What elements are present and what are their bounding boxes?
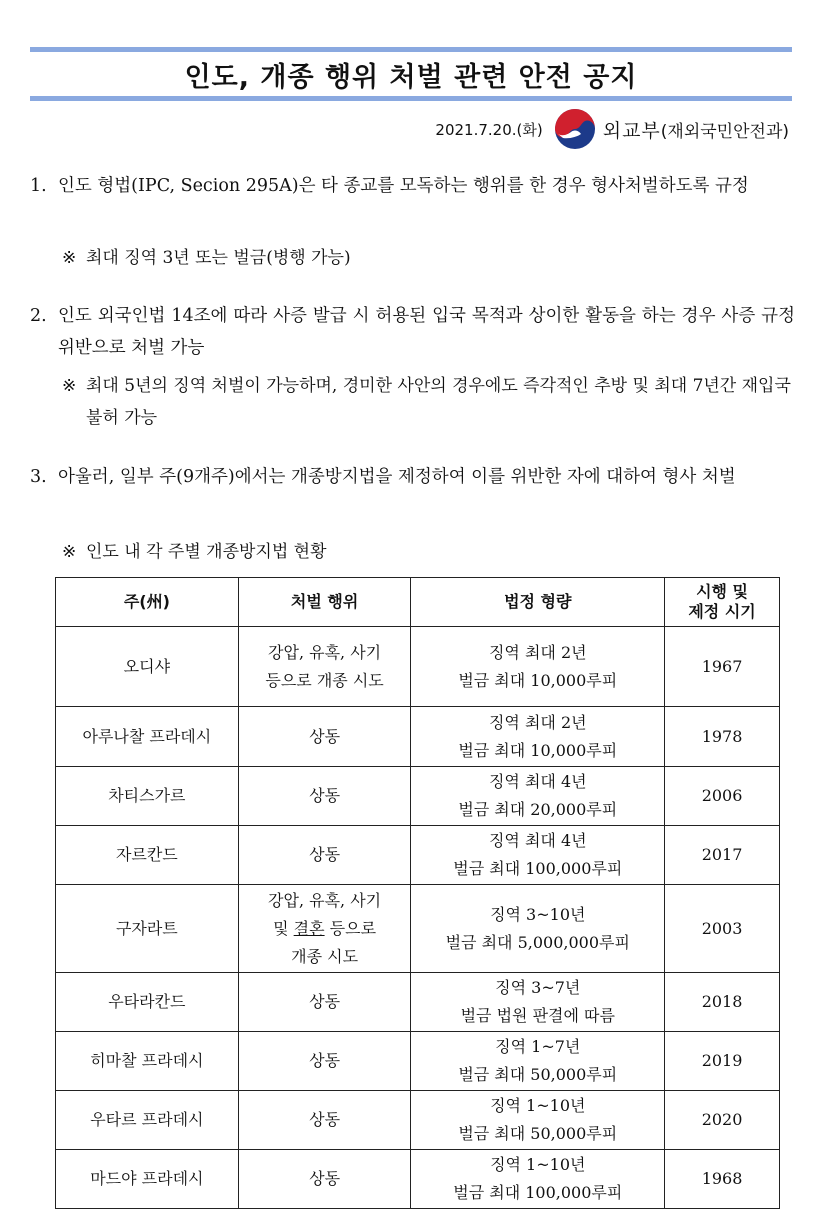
table-row	[56, 885, 780, 973]
cell-penalty	[411, 826, 665, 885]
cell-penalty-line: 징역 최대 4년	[488, 831, 587, 850]
page-title: 인도, 개종 행위 처벌 관련 안전 공지	[184, 61, 638, 93]
table-row	[56, 826, 780, 885]
cell-penalty-line: 징역 1~10년	[490, 1155, 586, 1174]
header-state: 주(州)	[56, 578, 239, 627]
table-row	[56, 627, 780, 707]
cell-penalty-line: 징역 최대 2년	[488, 712, 587, 732]
cell-act-word-underlined: 결혼	[293, 918, 325, 938]
note-text: 최대 5년의 징역 처벌이 가능하며, 경미한 사안의 경우에도 즉각적인 추방 및 최대 7년간 재입국 불허 가능	[86, 376, 791, 428]
cell-state: 우타르 프라데시	[56, 1091, 239, 1150]
cell-act-line	[243, 915, 407, 943]
header-penalty: 법정 형량	[411, 578, 665, 627]
cell-act: 상동	[238, 973, 411, 1032]
notice-item-2	[30, 300, 795, 364]
anti-conversion-law-table	[55, 577, 780, 1209]
table-row	[56, 767, 780, 826]
header-year-line-2: 제정 시기	[688, 602, 756, 621]
cell-penalty-line: 벌금 최대 50,000루피	[458, 1065, 618, 1084]
cell-year: 2018	[665, 973, 780, 1032]
cell-year: 2017	[665, 826, 780, 885]
cell-act: 상동	[238, 1032, 411, 1091]
cell-year: 2020	[665, 1091, 780, 1150]
item-number: 1.	[30, 176, 47, 196]
cell-penalty	[411, 707, 665, 767]
cell-act-line: 개종 시도	[291, 946, 359, 966]
cell-penalty-line: 벌금 최대 100,000루피	[453, 859, 623, 878]
issuer-line	[435, 107, 789, 151]
cell-state: 히마찰 프라데시	[56, 1032, 239, 1091]
cell-year: 2019	[665, 1032, 780, 1091]
cell-penalty-line: 벌금 최대 10,000루피	[458, 670, 618, 690]
cell-year: 1967	[665, 627, 780, 707]
title-bottom-rule	[30, 96, 792, 101]
cell-year: 2006	[665, 767, 780, 826]
item-2-note	[62, 370, 792, 434]
cell-penalty	[411, 885, 665, 973]
note-mark: ※	[62, 376, 77, 396]
cell-penalty-line: 벌금 최대 50,000루피	[458, 1124, 618, 1143]
note-text: 인도 내 각 주별 개종방지법 현황	[86, 542, 327, 562]
item-text: 인도 외국인법 14조에 따라 사증 발급 시 허용된 입국 목적과 상이한 활동을 하는 경우 사증 규정 위반으로 처벌 가능	[58, 306, 795, 358]
cell-act: 상동	[238, 707, 411, 767]
cell-act-line: 강압, 유혹, 사기	[268, 642, 382, 662]
table-row	[56, 1150, 780, 1209]
cell-penalty-line: 벌금 법원 판결에 따름	[460, 1006, 615, 1025]
note-mark: ※	[62, 248, 77, 268]
cell-state: 오디샤	[56, 627, 239, 707]
header-year-line-1: 시행 및	[696, 582, 749, 601]
cell-act	[238, 885, 411, 973]
cell-penalty-line: 징역 3~7년	[495, 978, 581, 997]
cell-state: 차티스가르	[56, 767, 239, 826]
note-text: 최대 징역 3년 또는 벌금(병행 가능)	[86, 248, 351, 268]
item-3-note	[62, 536, 792, 568]
cell-penalty	[411, 767, 665, 826]
cell-act-line: 강압, 유혹, 사기	[268, 890, 382, 910]
cell-penalty-line: 벌금 최대 5,000,000루피	[445, 932, 630, 952]
cell-penalty-line: 징역 1~7년	[495, 1037, 581, 1056]
cell-penalty-line: 벌금 최대 10,000루피	[458, 740, 618, 760]
note-mark: ※	[62, 542, 77, 562]
cell-penalty-line: 징역 3~10년	[490, 904, 586, 924]
cell-act: 상동	[238, 826, 411, 885]
title-block	[30, 47, 792, 101]
government-emblem-icon	[553, 107, 597, 151]
cell-act	[238, 627, 411, 707]
cell-penalty	[411, 973, 665, 1032]
cell-state: 아루나찰 프라데시	[56, 707, 239, 767]
cell-penalty	[411, 1032, 665, 1091]
item-text: 아울러, 일부 주(9개주)에서는 개종방지법을 제정하여 이를 위반한 자에 대하여 형사 처벌	[58, 467, 736, 487]
notice-item-1	[30, 170, 795, 202]
cell-penalty	[411, 1150, 665, 1209]
item-1-note	[62, 242, 792, 274]
table-row	[56, 1032, 780, 1091]
table-header-row	[56, 578, 780, 627]
header-act: 처벌 행위	[238, 578, 411, 627]
header-year	[665, 578, 780, 627]
item-text: 인도 형법(IPC, Secion 295A)은 타 종교를 모독하는 행위를 한 경우 형사처벌하도록 규정	[58, 176, 749, 196]
cell-penalty-line: 징역 최대 4년	[488, 772, 587, 791]
cell-penalty	[411, 627, 665, 707]
cell-year: 2003	[665, 885, 780, 973]
notice-item-3	[30, 461, 795, 493]
department-name: (재외국민안전과)	[660, 121, 789, 142]
cell-act: 상동	[238, 767, 411, 826]
cell-act-word: 등으로	[329, 918, 377, 938]
cell-state: 자르칸드	[56, 826, 239, 885]
cell-state: 마드야 프라데시	[56, 1150, 239, 1209]
cell-act: 상동	[238, 1150, 411, 1209]
cell-penalty-line: 벌금 최대 100,000루피	[453, 1183, 623, 1202]
cell-penalty-line: 징역 최대 2년	[488, 642, 587, 662]
cell-state: 우타라칸드	[56, 973, 239, 1032]
item-number: 3.	[30, 467, 47, 487]
cell-penalty	[411, 1091, 665, 1150]
table-row	[56, 707, 780, 767]
cell-state: 구자라트	[56, 885, 239, 973]
cell-year: 1978	[665, 707, 780, 767]
cell-act: 상동	[238, 1091, 411, 1150]
cell-act-line: 등으로 개종 시도	[265, 670, 384, 690]
cell-penalty-line: 징역 1~10년	[490, 1096, 586, 1115]
cell-penalty-line: 벌금 최대 20,000루피	[458, 800, 618, 819]
issue-date: 2021.7.20.(화)	[435, 120, 543, 139]
ministry-name: 외교부	[602, 119, 661, 142]
cell-year: 1968	[665, 1150, 780, 1209]
table-row	[56, 973, 780, 1032]
cell-act-word: 및	[273, 918, 289, 938]
table-row	[56, 1091, 780, 1150]
item-number: 2.	[30, 306, 47, 326]
